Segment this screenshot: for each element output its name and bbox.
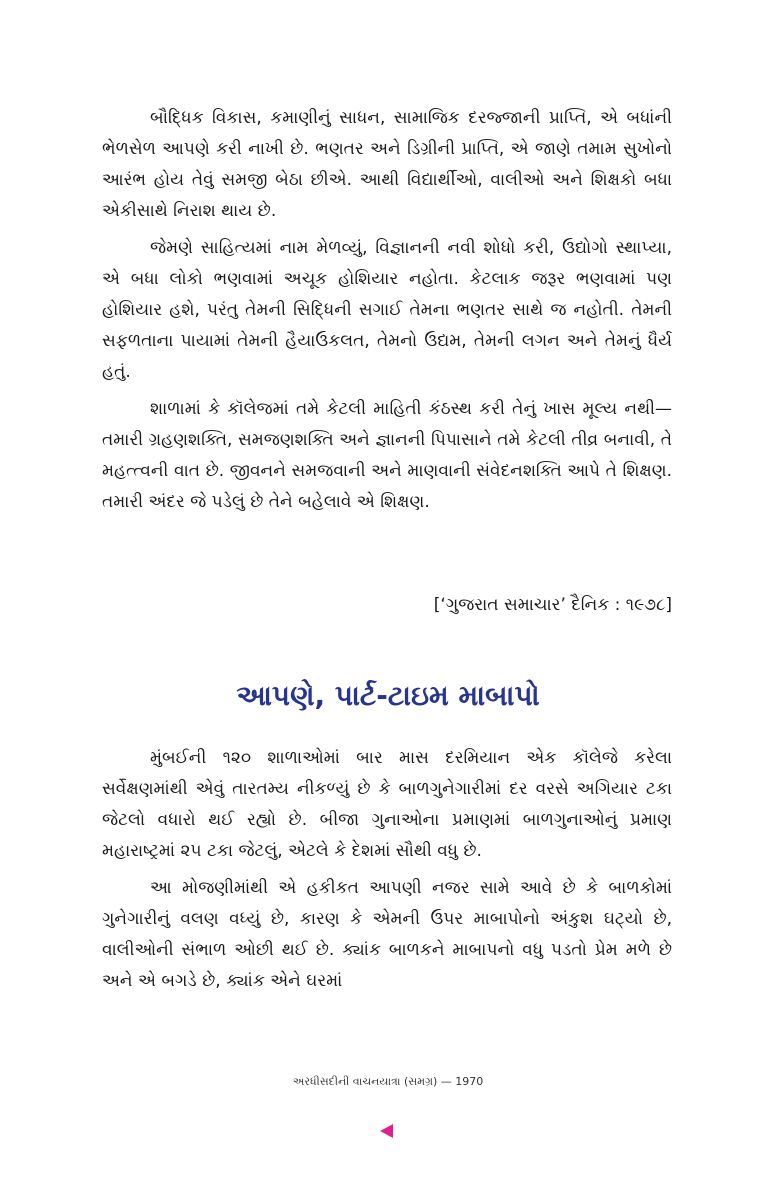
source-citation: [‘ગુજરાત સમાચાર’ દૈનિક : ૧૯૭૮] (433, 595, 672, 615)
paragraph: શાળામાં કે કૉલેજમાં તમે કેટલી માહિતી કંઠસ્થ કરી તેનું ખાસ મૂલ્ય નથી—તમારી ગ્રહણશક્તિ, સમજણશક્તિ અને જ્ઞાનની પિપાસાને તમે કેટલી તીવ્ર બનાવી, તે મહત્ત્વની વાત છે. જીવનને સમજવાની અને માણવાની સંવેદનશક્તિ આપે તે શિક્ષણ. તમારી અંદર જે પડેલું છે તેને બહેલાવે એ શિક્ષણ. (102, 399, 672, 512)
previous-article-body (102, 103, 672, 524)
paragraph: આ મોજણીમાંથી એ હકીકત આપણી નજર સામે આવે છે કે બાળકોમાં ગુનેગારીનું વલણ વધ્યું છે, કારણ કે એમની ઉપર માબાપોનો અંકુશ ઘટ્યો છે, વાલીઓની સંભાળ ઓછી થઈ છે. ક્યાંક બાળકને માબાપનો વધુ પડતો પ્રેમ મળે છે અને એ બગડે છે, ક્યાંક એને ઘરમાં (102, 878, 672, 991)
paragraph: જેમણે સાહિત્યમાં નામ મેળવ્યું, વિજ્ઞાનની નવી શોધો કરી, ઉદ્યોગો સ્થાપ્યા, એ બધા લોકો ભણવામાં અચૂક હોશિયાર નહોતા. કેટલાક જરૂર ભણવામાં પણ હોશિયાર હશે, પરંતુ તેમની સિદ્ધિની સગાઈ તેમના ભણતર સાથે જ નહોતી. તેમની સફળતાના પાયામાં તેમની હૈયાઉકલત, તેમનો ઉદ્યમ, તેમની લગન અને તેમનું ધૈર્ય હતું. (102, 238, 672, 382)
page-footer: અરધીસદીની વાચનયાત્રા (સમગ્ર) — 1970 (292, 1075, 484, 1088)
article-title: આપણે, પાર્ટ-ટાઇમ માબાપો (236, 679, 540, 712)
paragraph: મુંબઈની ૧૨૦ શાળાઓમાં બાર માસ દરમિયાન એક કૉલેજે કરેલા સર્વેક્ષણમાંથી એવું તારતમ્ય નીકળ્યું છે કે બાળગુનેગારીમાં દર વરસે અગિયાર ટકા જેટલો વધારો થઈ રહ્યો છે. બીજા ગુનાઓના પ્રમાણમાં બાળગુનાઓનું પ્રમાણ મહારાષ્ટ્રમાં ૨૫ ટકા જેટલું, એટલે કે દેશમાં સૌથી વધુ છે. (102, 748, 672, 861)
previous-page-arrow-icon[interactable] (380, 1124, 393, 1138)
paragraph: બૌદ્ધિક વિકાસ, કમાણીનું સાધન, સામાજિક દરજ્જાની પ્રાપ્તિ, એ બધાંની ભેળસેળ આપણે કરી નાખી છે. ભણતર અને ડિગ્રીની પ્રાપ્તિ, એ જાણે તમામ સુખોનો આરંભ હોય તેવું સમજી બેઠા છીએ. આથી વિદ્યાર્થીઓ, વાલીઓ અને શિક્ષકો બધા એકીસાથે નિરાશ થાય છે. (102, 108, 672, 221)
article-body (102, 743, 672, 1003)
